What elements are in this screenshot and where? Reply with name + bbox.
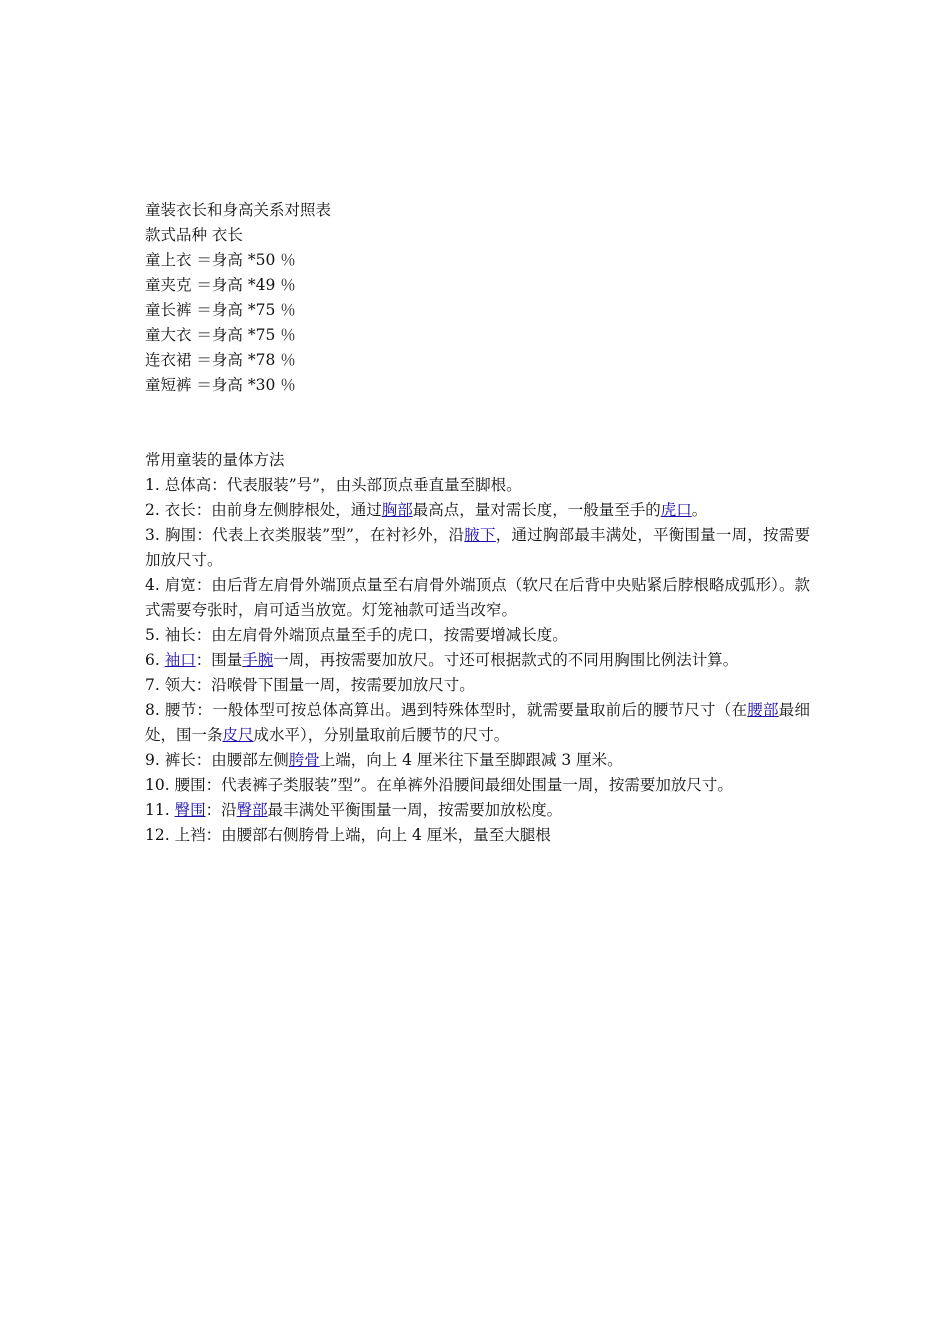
section-gap xyxy=(145,398,810,448)
link-hukou[interactable]: 虎口 xyxy=(660,501,692,519)
link-tape-measure[interactable]: 皮尺 xyxy=(222,726,254,744)
method-text: 11. xyxy=(145,801,175,819)
method-item-5 xyxy=(145,623,810,648)
method-text: 5. 袖长：由左肩骨外端顶点量至手的虎口，按需要增减长度。 xyxy=(145,626,568,644)
table-row: 连衣裙 ＝身高 *78 ％ xyxy=(145,351,296,369)
method-item-7 xyxy=(145,673,810,698)
method-item-9 xyxy=(145,748,810,773)
method-text: ，通过胸部最丰满处，平衡围量一周，按需要加放尺寸。 xyxy=(145,526,810,569)
method-text: 上端，向上 4 厘米往下量至脚跟减 3 厘米。 xyxy=(319,751,623,769)
method-text: 2. 衣长：由前身左侧脖根处，通过 xyxy=(145,501,382,519)
method-text: ：沿 xyxy=(205,801,237,819)
table-row: 童短裤 ＝身高 *30 ％ xyxy=(145,376,296,394)
method-text: 最高点，量对需长度，一般量至手的 xyxy=(412,501,661,519)
document-body xyxy=(145,198,810,848)
method-text: 一周，再按需要加放尺。寸还可根据款式的不同用胸围比例法计算。 xyxy=(273,651,739,669)
table-title: 童装衣长和身高关系对照表 xyxy=(145,201,332,219)
method-item-3 xyxy=(145,523,810,573)
method-item-6 xyxy=(145,648,810,673)
link-chest[interactable]: 胸部 xyxy=(381,501,413,519)
method-text: 6. xyxy=(145,651,165,669)
method-text: 。 xyxy=(691,501,708,519)
method-text: 7. 领大：沿喉骨下围量一周，按需要加放尺寸。 xyxy=(145,676,475,694)
method-text: 4. 肩宽：由后背左肩骨外端顶点量至右肩骨外端顶点（软尺在后背中央贴紧后脖根略成弧形）。款式需要夸张时，肩可适当放宽。灯笼袖款可适当改窄。 xyxy=(145,576,810,619)
table-header: 款式品种 衣长 xyxy=(145,226,243,244)
method-text: 3. 胸围：代表上衣类服装”型”，在衬衫外，沿 xyxy=(145,526,465,544)
method-text: ：围量 xyxy=(195,651,243,669)
table-row: 童夹克 ＝身高 *49 ％ xyxy=(145,276,296,294)
method-item-12 xyxy=(145,823,810,848)
method-text: 最丰满处平衡围量一周，按需要加放松度。 xyxy=(267,801,563,819)
method-item-10 xyxy=(145,773,810,798)
method-item-11 xyxy=(145,798,810,823)
table-row: 童上衣 ＝身高 *50 ％ xyxy=(145,251,296,269)
table-row: 童长裤 ＝身高 *75 ％ xyxy=(145,301,296,319)
method-text: 1. 总体高：代表服装”号”，由头部顶点垂直量至脚根。 xyxy=(145,476,522,494)
link-waist[interactable]: 腰部 xyxy=(747,701,779,719)
method-text: 10. 腰围：代表裤子类服装”型”。在单裤外沿腰间最细处围量一周，按需要加放尺寸。 xyxy=(145,776,733,794)
link-wrist[interactable]: 手腕 xyxy=(242,651,274,669)
link-hip-circumference[interactable]: 臀围 xyxy=(174,801,206,819)
table-row: 童大衣 ＝身高 *75 ％ xyxy=(145,326,296,344)
method-item-1 xyxy=(145,473,810,498)
link-cuff[interactable]: 袖口 xyxy=(164,651,196,669)
method-item-8 xyxy=(145,698,810,748)
method-text: 8. 腰节：一般体型可按总体高算出。遇到特殊体型时，就需要量取前后的腰节尺寸（在 xyxy=(145,701,748,719)
methods-title: 常用童装的量体方法 xyxy=(145,451,285,469)
method-text: 9. 裤长：由腰部左侧 xyxy=(145,751,289,769)
link-buttocks[interactable]: 臀部 xyxy=(236,801,268,819)
method-item-2 xyxy=(145,498,810,523)
link-hip-bone[interactable]: 胯骨 xyxy=(288,751,320,769)
link-armpit[interactable]: 腋下 xyxy=(464,526,496,544)
method-text: 最细处，围一条 xyxy=(145,701,810,744)
method-text: 12. 上裆：由腰部右侧胯骨上端，向上 4 厘米，量至大腿根 xyxy=(145,826,551,844)
method-item-4 xyxy=(145,573,810,623)
method-text: 成水平），分别量取前后腰节的尺寸。 xyxy=(253,726,510,744)
